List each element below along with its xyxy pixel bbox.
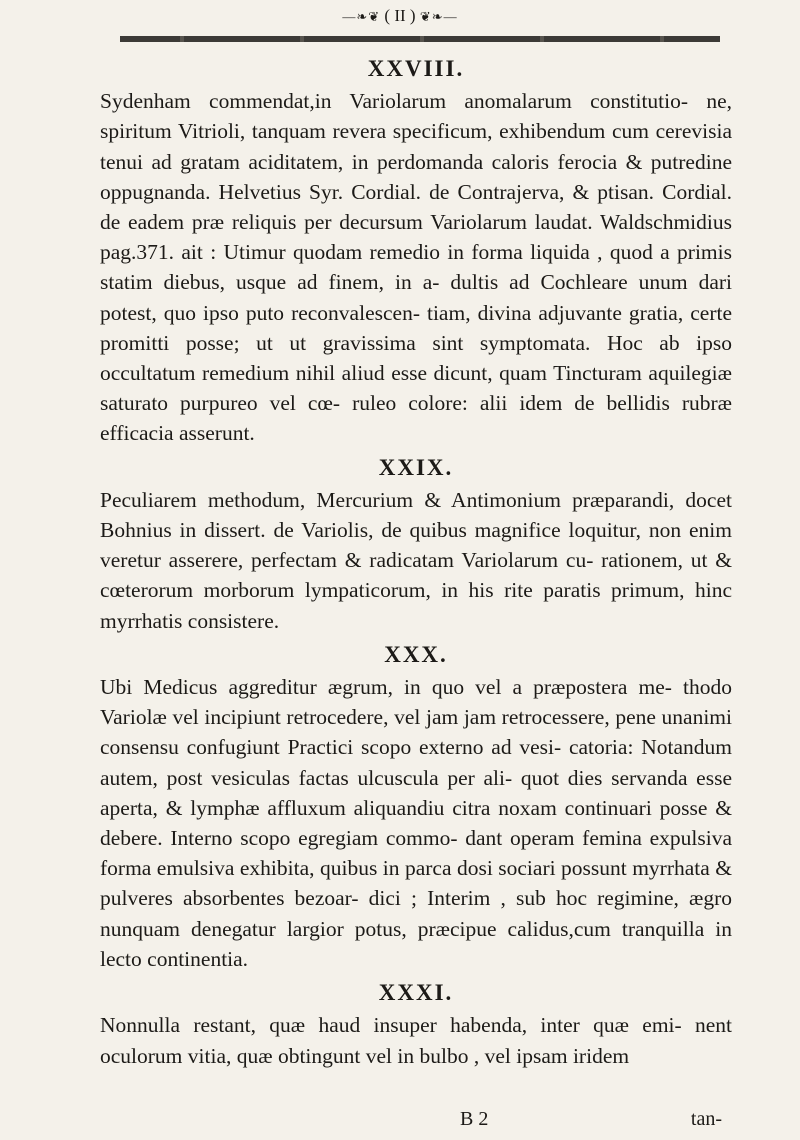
ornament-right: ❦❧— (419, 9, 458, 25)
section-paragraph-xxxi: Nonnulla restant, quæ haud insuper habenda, inter quæ emi- nent oculorum vitia, quæ obtingunt vel in bulbo , vel ipsam iridem (100, 1013, 732, 1068)
page-footer (100, 1108, 732, 1138)
signature-mark: B 2 (460, 1108, 489, 1130)
section-number-xxxi: XXXI. (378, 980, 454, 1006)
section-paragraph-xxviii: Sydenham commendat,in Variolarum anomalarum constitutio- ne, spiritum Vitrioli, tanquam revera specificum, exhibendum cum cerevisia tenui ad gratam aciditatem, in perdomanda caloris ferocia & putredine oppugnanda. Helvetius Syr. Cordial. de Contrajerva, & ptisan. Cordial. de eadem præ reliquis per decursum Variolarum laudat. Waldschmidius pag.371. ait : Utimur quodam remedio in forma liquida , quod a primis statim diebus, usque ad finem, in a- dultis ad Cochleare unum dari potest, quo ipso puto reconvalescen- tiam, divina adjuvante gratia, certe promitti posse; ut ut gravissima sint symptomata. Hoc ab ipso occultatum remedium nihil aliud esse dicunt, quam Tincturam aquilegiæ saturato purpureo vel cœ- ruleo colore: alii idem de bellidis rubræ efficacia asserunt. (100, 89, 732, 446)
page-number: ( II ) (384, 6, 416, 25)
section-number-xxviii: XXVIII. (367, 56, 465, 81)
section-number-xxix: XXIX. (378, 454, 454, 480)
section-paragraph-xxix: Peculiarem methodum, Mercurium & Antimonium præparandi, docet Bohnius in dissert. de Variolis, de quibus magnifice loquitur, non enim veretur asserere, perfectam & radicatam Variolarum cu- rationem, ut & cœterorum morborum lympaticorum, in his rite paratis primum, hinc myrrhatis consistere. (100, 487, 732, 633)
ornament-left: —❧❦ (342, 9, 381, 25)
page-header (0, 4, 800, 29)
catchword: tan- (690, 1108, 722, 1130)
section-number-xxx: XXX. (384, 641, 448, 667)
header-rule (120, 36, 720, 42)
section-paragraph-xxx: Ubi Medicus aggreditur ægrum, in quo vel a præpostera me- thodo Variolæ vel incipiunt retrocedere, vel jam jam retrocessere, pene unanimi consensu confugiunt Practici scopo externo ad vesi- catoria: Notandum autem, post vesiculas factas ulcuscula per ali- quot dies servanda esse aperta, & lymphæ affluxum aliquandiu citra noxam continuari posse & debere. Interno scopo egregiam commo- dant operam femina expulsiva forma emulsiva exhibita, quibus in parca dosi sociari possunt myrrhata & pulveres absorbentes bezoar- dici ; Interim , sub hoc regimine, ægro nunquam denegatur largior potus, præcipue calidus,cum tranquilla in lecto continentia. (100, 675, 732, 971)
body-text (100, 50, 732, 1071)
